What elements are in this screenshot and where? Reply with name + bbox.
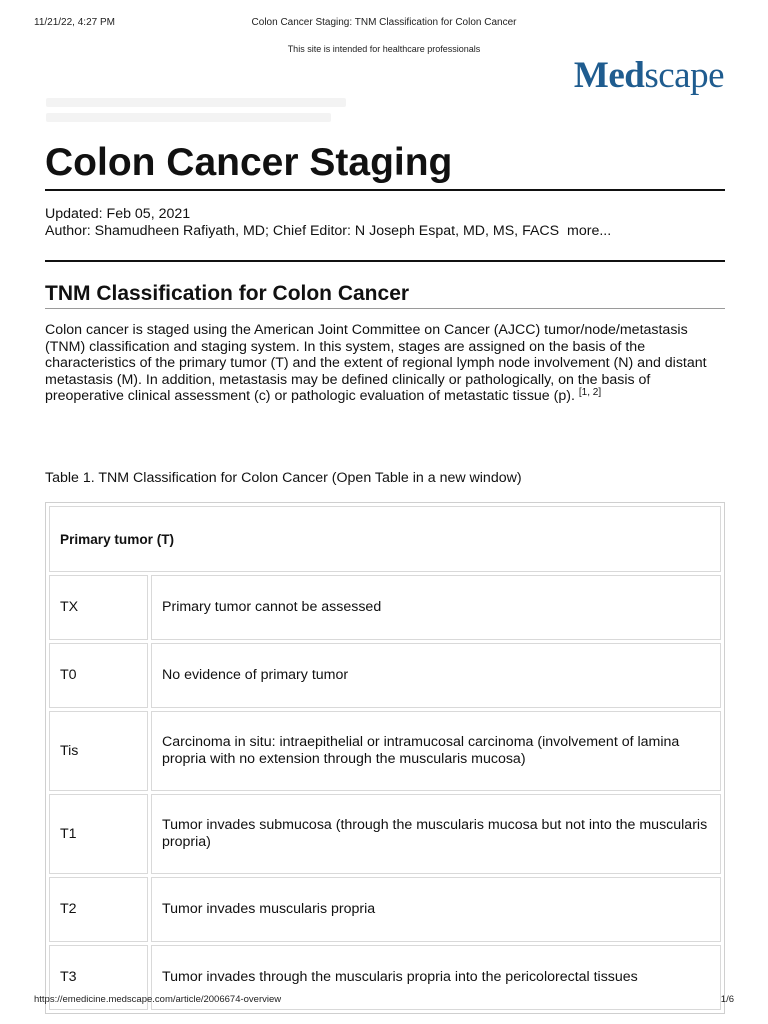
logo-med: Med	[573, 55, 645, 96]
print-date: 11/21/22, 4:27 PM	[34, 17, 115, 28]
title-divider	[45, 189, 725, 191]
medscape-logo[interactable]	[574, 56, 724, 96]
table-row	[49, 877, 721, 942]
faded-line	[46, 98, 346, 107]
tnm-code: T1	[49, 794, 148, 874]
tnm-description: Carcinoma in situ: intraepithelial or intramucosal carcinoma (involvement of lamina propria with no extension through the muscularis mucosa)	[151, 711, 721, 791]
print-header	[34, 17, 734, 31]
tnm-description: Primary tumor cannot be assessed	[151, 575, 721, 640]
author-line	[45, 223, 611, 240]
table-header-cell: Primary tumor (T)	[49, 506, 721, 572]
table-caption	[45, 470, 522, 487]
tnm-description: No evidence of primary tumor	[151, 643, 721, 708]
professional-notice: This site is intended for healthcare professionals	[287, 44, 481, 54]
logo-scape: scape	[644, 55, 724, 96]
tnm-code: T0	[49, 643, 148, 708]
reference-link[interactable]: [1, 2]	[578, 387, 602, 399]
tnm-code: T3	[49, 945, 148, 1010]
table-caption-text: Table 1. TNM Classification for Colon Cancer	[45, 470, 328, 486]
section-title: TNM Classification for Colon Cancer	[45, 282, 410, 305]
intro-text: Colon cancer is staged using the American Joint Committee on Cancer (AJCC) tumor/node/metastasis (TNM) classification and staging system. In this system, stages are assigned on the basis of the characteristics of the primary tumor (T) and the extent of regional lymph node involvement (N) and distant metastasis (M). In addition, metastasis may be defined clinically or pathologically, on the basis of preoperative clinical assessment (c) or pathologic evaluation of metastatic tissue (p).	[45, 322, 707, 405]
tnm-description: Tumor invades muscularis propria	[151, 877, 721, 942]
tnm-code: TX	[49, 575, 148, 640]
section-divider	[45, 308, 725, 309]
print-footer	[34, 994, 734, 1008]
table-row	[49, 575, 721, 640]
table-row	[49, 711, 721, 791]
page-url: https://emedicine.medscape.com/article/2006674-overview	[34, 994, 282, 1005]
tnm-description: Tumor invades through the muscularis propria into the pericolorectal tissues	[151, 945, 721, 1010]
page-title: Colon Cancer Staging	[45, 141, 453, 184]
faded-ad-placeholder	[46, 98, 346, 128]
author-text: Author: Shamudheen Rafiyath, MD; Chief Editor: N Joseph Espat, MD, MS, FACS	[45, 223, 560, 239]
table-row	[49, 643, 721, 708]
table-header-row	[49, 506, 721, 572]
meta-divider	[45, 260, 725, 262]
tnm-table	[45, 502, 725, 1014]
tnm-code: T2	[49, 877, 148, 942]
print-page-title: Colon Cancer Staging: TNM Classification for Colon Cancer	[251, 17, 517, 28]
tnm-code: Tis	[49, 711, 148, 791]
updated-date: Updated: Feb 05, 2021	[45, 206, 191, 222]
tnm-description: Tumor invades submucosa (through the muscularis mucosa but not into the muscularis propria)	[151, 794, 721, 874]
table-row	[49, 794, 721, 874]
faded-line	[46, 113, 331, 122]
more-authors-link[interactable]: more...	[567, 223, 612, 239]
open-table-link[interactable]: (Open Table in a new window)	[331, 470, 522, 486]
page-number: 1/6	[720, 994, 734, 1005]
intro-paragraph	[45, 322, 713, 405]
